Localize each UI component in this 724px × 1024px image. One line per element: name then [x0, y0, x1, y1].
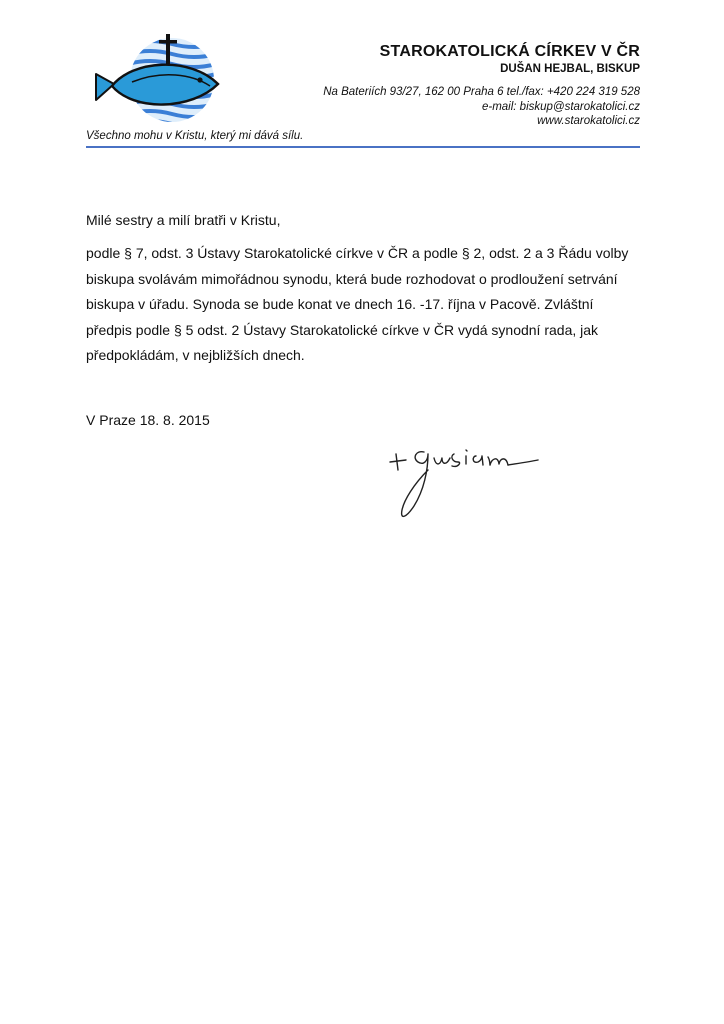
greeting: Milé sestry a milí bratři v Kristu, [86, 212, 281, 228]
letterhead-heading [380, 42, 640, 77]
contact-block [323, 85, 640, 129]
bishop-name: DUŠAN HEJBAL, BISKUP [500, 63, 640, 75]
handwritten-signature [388, 440, 544, 526]
fish-cross-logo-icon [92, 30, 224, 130]
letter-body [86, 210, 642, 369]
email-line: e-mail: biskup@starokatolici.cz [481, 100, 640, 113]
motto: Všechno mohu v Kristu, který mi dává sílu. [86, 130, 304, 142]
web-line: www.starokatolici.cz [537, 115, 640, 127]
header-divider [86, 146, 640, 148]
organization-name: STAROKATOLICKÁ CÍRKEV V ČR [379, 43, 640, 60]
dateline: V Praze 18. 8. 2015 [86, 412, 210, 428]
main-paragraph: podle § 7, odst. 3 Ústavy Starokatolické církve v ČR a podle § 2, odst. 2 a 3 Řádu volby biskupa svolávám mimořádnou synodu, která bude rozhodovat o prodloužení setrvání biskupa v úřadu. Synoda se bude konat ve dnech 16. -17. října v Pacově. Zvláštní předpis podle § 5 odst. 2 Ústavy Starokatolické církve v ČR vydá synodní rada, jak předpokládám, v nejbližších dnech. [86, 245, 629, 363]
address-line: Na Bateriích 93/27, 162 00 Praha 6 tel./fax: +420 224 319 528 [323, 86, 640, 98]
